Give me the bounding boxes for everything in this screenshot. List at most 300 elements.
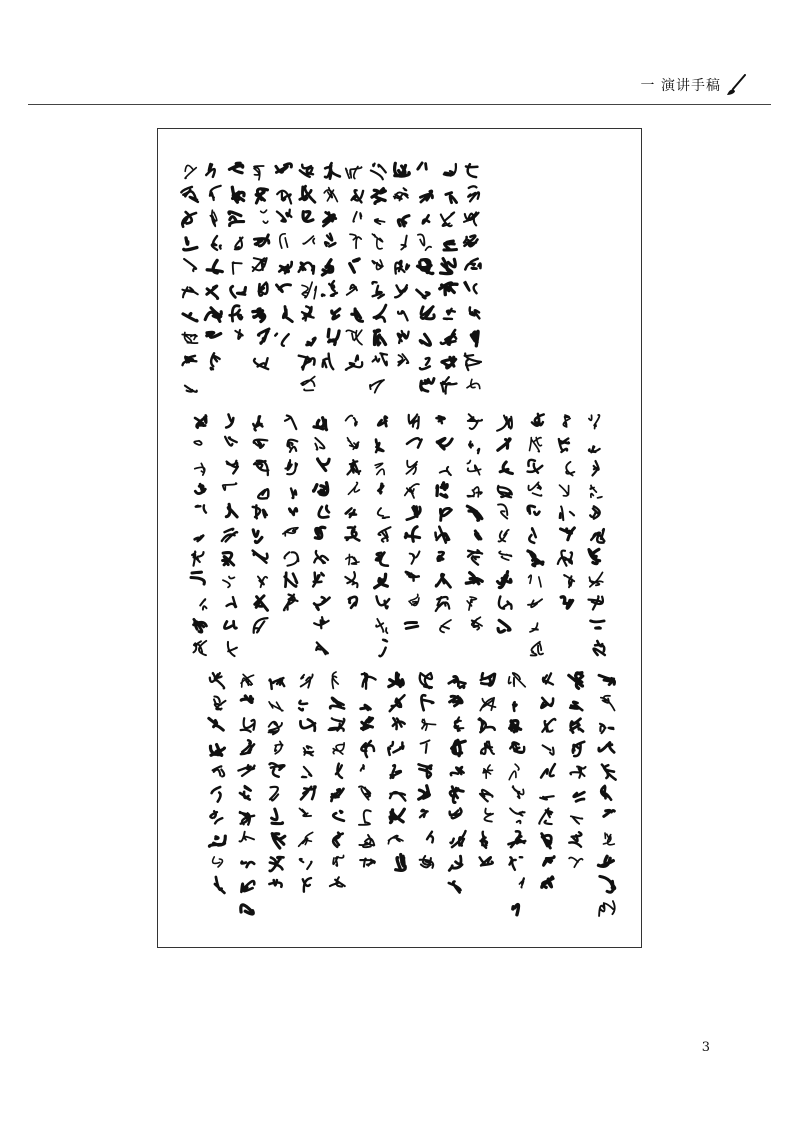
handwritten-glyph [558,551,572,566]
handwritten-glyph [226,504,237,517]
handwritten-glyph [210,811,222,823]
handwritten-glyph [395,285,407,297]
handwritten-glyph [442,357,456,368]
handwritten-glyph [376,553,388,566]
handwritten-glyph [240,786,251,799]
handwritten-glyph [270,678,285,689]
handwritten-glyph [324,188,337,202]
handwritten-glyph [291,489,296,499]
handwritten-glyph [559,439,569,453]
handwritten-glyph [200,599,206,609]
handwritten-glyph [542,719,555,732]
handwritten-glyph [469,442,479,454]
handwritten-glyph [569,858,583,868]
handwritten-glyph [193,641,206,655]
handwritten-glyph [379,640,387,656]
handwritten-glyph [241,674,254,687]
handwritten-glyph [374,305,386,321]
handwritten-glyph [207,286,218,299]
handwritten-glyph [283,528,298,536]
handwritten-glyph [361,705,371,710]
handwritten-glyph [303,236,314,244]
handwritten-glyph [350,259,359,272]
handwritten-glyph [361,741,374,757]
handwritten-glyph [289,508,297,514]
handwritten-glyph [269,702,283,711]
handwritten-glyph [226,415,233,428]
handwritten-glyph [564,575,574,587]
handwritten-glyph [437,483,447,497]
handwritten-glyph [374,330,385,345]
handwritten-glyph [481,673,495,685]
handwritten-glyph [571,816,583,824]
manuscript-column [558,415,575,608]
handwritten-glyph [510,857,523,870]
handwritten-glyph [464,282,476,293]
handwritten-glyph [184,238,197,250]
manuscript-column [269,678,285,887]
handwritten-glyph [333,833,343,847]
handwritten-glyph [423,215,429,223]
handwritten-glyph [322,281,337,296]
handwritten-glyph [300,719,315,730]
handwritten-glyph [409,594,419,605]
handwritten-glyph [301,377,315,391]
handwritten-glyph [300,859,312,869]
handwritten-glyph [301,674,313,687]
handwritten-glyph [361,765,364,771]
handwritten-glyph [591,621,605,628]
handwritten-glyph [589,549,600,563]
handwritten-glyph [253,309,265,322]
handwritten-glyph [563,415,570,427]
handwritten-glyph [222,529,237,542]
handwritten-glyph [191,572,204,584]
handwritten-glyph [499,597,512,609]
handwritten-glyph [410,551,420,563]
handwritten-glyph [542,834,552,848]
handwritten-glyph [348,460,361,474]
handwritten-glyph [569,832,581,847]
handwritten-glyph [602,765,616,780]
handwritten-glyph [232,187,244,202]
handwritten-glyph [531,642,543,656]
handwritten-glyph [444,241,456,250]
manuscript-column [283,416,299,611]
handwritten-glyph [600,876,615,892]
handwritten-glyph [467,597,476,610]
manuscript-column [440,164,457,394]
handwritten-glyph [389,673,403,686]
handwritten-glyph [207,332,221,337]
handwritten-glyph [420,673,432,688]
handwritten-glyph [214,696,226,709]
handwritten-glyph [182,287,197,297]
handwritten-glyph [283,307,292,322]
handwritten-glyph [255,596,268,611]
handwritten-glyph [378,508,389,518]
handwritten-glyph [419,764,432,777]
handwritten-glyph [372,234,382,249]
handwritten-glyph [479,719,495,733]
handwritten-glyph [319,506,329,518]
handwritten-glyph [372,260,383,269]
handwritten-glyph [454,717,463,731]
handwritten-glyph [420,810,428,817]
handwritten-glyph [315,438,324,450]
handwritten-glyph [467,506,482,520]
handwritten-glyph [194,441,201,445]
handwritten-glyph [275,741,283,753]
handwritten-glyph [378,417,387,427]
handwritten-glyph [566,462,574,476]
manuscript-column [329,672,345,887]
manuscript-column [509,673,526,915]
handwritten-glyph [390,792,405,800]
handwritten-glyph [329,718,345,731]
manuscript-section-bottom [209,672,616,916]
handwritten-glyph [497,416,512,431]
handwritten-glyph [235,238,243,250]
handwritten-glyph [444,309,455,319]
handwritten-glyph [468,186,479,201]
handwritten-glyph [304,746,314,755]
running-head [641,74,747,96]
handwritten-glyph [436,527,450,543]
manuscript-column [479,673,496,865]
handwritten-glyph [450,809,462,819]
handwritten-glyph [299,263,314,274]
handwritten-glyph [498,486,512,497]
handwritten-glyph [589,415,600,429]
manuscript-column [299,674,316,891]
handwritten-glyph [465,354,481,371]
manuscript-column [209,673,226,893]
handwritten-glyph [427,832,433,843]
handwritten-glyph [528,482,541,495]
handwritten-glyph [390,695,405,711]
handwritten-glyph [284,552,298,566]
handwritten-glyph [470,307,480,318]
manuscript-column [388,673,405,870]
handwritten-glyph [183,356,197,365]
handwritten-glyph [372,282,383,298]
handwritten-glyph [253,258,267,271]
handwritten-glyph [277,285,291,292]
handwritten-glyph [362,718,373,730]
handwritten-glyph [437,416,445,423]
handwritten-glyph [498,572,512,588]
handwritten-glyph [561,528,575,540]
handwritten-glyph [398,354,408,366]
manuscript-column [346,167,363,370]
handwritten-glyph [181,187,198,202]
handwritten-glyph [376,439,383,452]
handwritten-glyph [185,386,197,392]
handwritten-glyph [256,189,267,203]
handwritten-glyph [471,331,478,345]
handwritten-glyph [398,331,409,343]
handwritten-glyph [468,550,482,565]
handwritten-glyph [318,459,330,471]
handwritten-glyph [450,696,463,706]
handwritten-glyph [254,461,268,475]
handwritten-glyph [529,528,536,543]
handwritten-glyph [316,643,328,655]
handwritten-glyph [231,286,246,297]
handwritten-glyph [417,290,430,298]
handwritten-glyph [421,740,430,753]
handwritten-glyph [206,164,215,177]
handwritten-glyph [325,163,340,179]
handwritten-glyph [421,307,434,319]
handwritten-glyph [346,554,359,564]
manuscript-column [370,164,387,393]
handwritten-glyph [540,796,554,799]
handwritten-glyph [254,440,268,448]
handwritten-glyph [510,742,524,752]
handwritten-glyph [405,527,419,542]
manuscript-column [359,673,376,867]
handwritten-glyph [589,596,603,609]
handwritten-glyph [230,306,242,321]
handwritten-glyph [223,553,234,566]
handwritten-glyph [362,673,376,689]
handwritten-glyph [280,234,288,248]
handwritten-glyph [333,855,343,866]
handwritten-glyph [192,552,203,566]
handwritten-glyph [254,358,268,369]
handwritten-glyph [253,530,262,543]
handwritten-glyph [303,878,311,892]
manuscript-column [394,163,409,365]
handwritten-glyph [212,787,221,802]
handwritten-glyph [480,790,492,801]
handwritten-glyph [509,831,526,847]
handwritten-glyph [285,460,297,474]
handwritten-glyph [604,810,615,816]
handwritten-glyph [420,191,432,202]
handwritten-glyph [346,355,362,369]
handwritten-glyph [277,191,291,204]
handwritten-glyph [207,260,222,273]
handwritten-glyph [241,905,253,914]
handwritten-glyph [420,358,430,369]
handwritten-glyph [405,623,418,629]
handwritten-glyph [437,438,452,449]
manuscript-column [313,418,329,654]
handwritten-glyph [302,767,312,778]
handwritten-glyph [210,745,224,756]
manuscript-column [599,675,616,916]
handwritten-glyph [349,597,357,608]
handwritten-glyph [509,673,526,687]
handwritten-glyph [513,786,524,798]
handwritten-glyph [440,467,451,475]
handwritten-glyph [499,530,509,542]
handwritten-glyph [591,529,604,543]
handwritten-glyph [467,379,480,388]
handwritten-glyph [542,877,553,887]
handwritten-glyph [182,333,197,344]
manuscript-section-middle [191,414,605,656]
handwritten-glyph [183,314,197,322]
manuscript-column [497,416,512,633]
handwritten-glyph [528,599,542,607]
handwritten-glyph [509,764,519,780]
handwritten-glyph [313,573,324,587]
handwritten-glyph [235,330,242,339]
writing-brush-icon [727,74,747,96]
handwritten-glyph [513,702,516,711]
handwritten-glyph [398,216,409,226]
handwritten-glyph [229,212,244,226]
handwritten-glyph [440,620,451,632]
handwritten-glyph [377,596,390,608]
handwritten-glyph [420,334,430,345]
handwritten-glyph [484,809,493,822]
handwritten-glyph [405,484,419,498]
handwritten-glyph [603,833,614,845]
handwritten-glyph [347,285,357,295]
handwritten-glyph [560,485,569,496]
handwritten-glyph [573,742,585,756]
handwritten-glyph [332,672,338,688]
manuscript-column [299,165,317,391]
manuscript-column [181,165,198,391]
handwritten-glyph [279,262,291,273]
handwritten-glyph [314,418,327,430]
handwritten-glyph [393,718,405,729]
handwritten-glyph [212,236,221,250]
handwritten-glyph [464,212,479,225]
handwritten-glyph [532,414,544,426]
handwritten-glyph [270,763,285,776]
handwritten-glyph [438,552,444,561]
handwritten-glyph [254,166,264,180]
handwritten-glyph [422,719,436,730]
handwritten-glyph [209,718,224,730]
handwritten-glyph [269,722,282,735]
handwritten-glyph [360,859,375,867]
handwritten-glyph [406,461,417,474]
handwritten-glyph [211,353,220,369]
handwritten-glyph [195,484,205,493]
handwritten-glyph [269,880,281,887]
handwritten-glyph [441,212,454,226]
handwritten-glyph [323,354,334,370]
handwritten-glyph [302,306,314,320]
manuscript-section-top [181,163,481,394]
handwritten-glyph [418,234,431,250]
handwritten-manuscript-image [158,129,641,947]
handwritten-glyph [465,259,480,270]
handwritten-glyph [440,283,457,295]
handwritten-glyph [346,416,357,426]
handwritten-glyph [285,573,297,587]
handwritten-glyph [378,527,390,542]
handwritten-glyph [350,234,361,248]
handwritten-glyph [446,193,457,203]
handwritten-glyph [452,740,466,755]
handwritten-glyph [375,463,384,474]
handwritten-glyph [333,743,344,754]
manuscript-column [253,166,270,369]
handwritten-glyph [370,380,384,393]
handwritten-glyph [213,857,223,867]
handwritten-glyph [395,163,410,176]
handwritten-glyph [258,329,269,344]
handwritten-glyph [436,597,450,611]
handwritten-glyph [450,787,463,803]
handwritten-glyph [498,504,507,518]
handwritten-glyph [499,551,511,560]
handwritten-glyph [215,877,224,893]
handwritten-glyph [467,487,481,497]
handwritten-glyph [571,719,583,733]
handwritten-glyph [241,718,255,732]
handwritten-glyph [336,764,342,778]
handwritten-glyph [303,212,313,222]
handwritten-glyph [205,308,221,322]
handwritten-glyph [275,334,288,346]
handwritten-glyph [560,507,574,521]
handwritten-glyph [593,461,599,475]
handwritten-glyph [323,212,335,226]
handwritten-glyph [449,676,466,687]
handwritten-glyph [328,329,339,344]
handwritten-glyph [406,572,419,581]
handwritten-glyph [372,189,385,204]
handwritten-glyph [569,673,583,689]
handwritten-glyph [253,505,267,518]
handwritten-glyph [302,282,316,299]
handwritten-glyph [241,696,252,702]
handwritten-glyph [541,764,555,777]
handwritten-glyph [421,379,434,392]
handwritten-glyph [441,259,456,274]
handwritten-glyph [315,527,325,538]
handwritten-glyph [223,577,234,588]
handwritten-glyph [519,878,524,888]
manuscript-column [275,164,292,346]
handwritten-glyph [480,857,493,865]
handwritten-glyph [300,186,315,202]
handwritten-glyph [390,809,404,822]
handwritten-glyph [440,508,451,520]
handwritten-glyph [590,485,602,497]
handwritten-glyph [375,574,388,588]
handwritten-glyph [500,462,512,474]
handwritten-glyph [233,262,242,274]
handwritten-glyph [530,623,538,632]
handwritten-glyph [307,338,316,345]
handwritten-glyph [418,260,433,274]
handwritten-glyph [398,311,408,320]
handwritten-glyph [570,767,585,778]
handwritten-glyph [258,577,267,588]
handwritten-glyph [227,597,237,607]
handwritten-glyph [418,163,427,169]
manuscript-column [222,415,238,657]
handwritten-glyph [210,186,221,200]
handwritten-glyph [371,164,386,180]
handwritten-glyph [530,438,542,452]
handwritten-glyph [444,164,456,176]
handwritten-glyph [436,574,450,587]
handwritten-glyph [375,219,385,224]
handwritten-glyph [277,210,292,222]
